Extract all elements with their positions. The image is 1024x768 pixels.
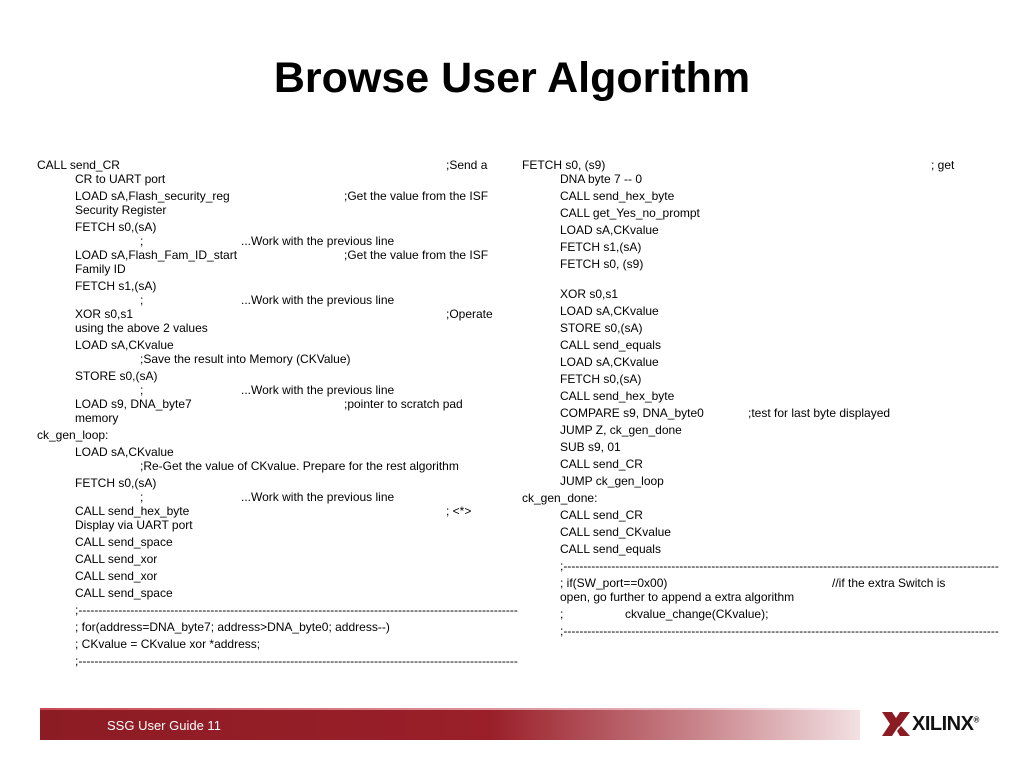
code-text: CALL send_hex_byte [560, 189, 675, 203]
code-text: FETCH s0,(sA) [560, 372, 642, 386]
code-line [37, 445, 497, 459]
code-text: ; if(SW_port==0x00) [560, 576, 668, 590]
code-line [37, 397, 497, 411]
code-text: ck_gen_done: [522, 491, 598, 505]
code-line [37, 338, 497, 352]
code-text: LOAD s9, DNA_byte7 [75, 397, 192, 411]
code-line [37, 603, 518, 617]
code-line [522, 189, 972, 203]
code-text: ; [560, 607, 564, 621]
code-text: FETCH s0, (s9) [560, 257, 644, 271]
code-text: CALL send_CKvalue [560, 525, 671, 539]
footer-label: SSG User Guide 11 [107, 718, 221, 733]
code-text: CALL send_CR [560, 508, 643, 522]
code-line [522, 257, 972, 271]
code-text: LOAD sA,Flash_Fam_ID_start [75, 248, 238, 262]
code-text: CALL send_xor [75, 569, 158, 583]
code-text: ; [140, 293, 144, 307]
code-text: CALL send_CR [560, 457, 643, 471]
code-line [37, 220, 497, 234]
code-line [37, 459, 497, 473]
code-line [522, 338, 972, 352]
code-comment: ...Work with the previous line [241, 383, 395, 397]
code-line [522, 172, 972, 186]
code-line [37, 172, 497, 186]
code-text: LOAD sA,CKvalue [560, 304, 659, 318]
code-line [522, 321, 972, 335]
code-line [522, 240, 972, 254]
code-comment: //if the extra Switch is [832, 576, 946, 590]
code-line [522, 406, 972, 420]
code-line [37, 262, 497, 276]
code-line [37, 279, 497, 293]
code-text: FETCH s0,(sA) [75, 220, 157, 234]
code-text: using the above 2 values [75, 321, 208, 335]
code-line [522, 624, 999, 638]
code-text: Display via UART port [75, 518, 193, 532]
code-text: CALL send_xor [75, 552, 158, 566]
code-text: FETCH s1,(sA) [75, 279, 157, 293]
code-line [37, 383, 497, 397]
code-comment: ; <*> [446, 504, 472, 518]
code-line [37, 189, 497, 203]
code-line [522, 355, 972, 369]
code-comment: ...Work with the previous line [241, 234, 395, 248]
code-line [522, 576, 972, 590]
code-line [522, 559, 999, 573]
code-line [37, 586, 497, 600]
code-line [522, 440, 972, 454]
code-text: ; [140, 383, 144, 397]
code-text: ck_gen_loop: [37, 428, 109, 442]
code-comment: ;pointer to scratch pad [344, 397, 463, 411]
code-text: ;-------------------------------------------------------------------------------------------------------------- [75, 654, 518, 668]
code-text: CALL get_Yes_no_prompt [560, 206, 700, 220]
code-text: ;Re-Get the value of CKvalue. Prepare for the rest algorithm [140, 459, 459, 473]
xilinx-logo-text: XILINX® [912, 713, 979, 735]
code-text: CALL send_equals [560, 542, 661, 556]
code-line [522, 457, 972, 471]
code-text: FETCH s0, (s9) [522, 158, 606, 172]
code-comment: ...Work with the previous line [241, 293, 395, 307]
code-line [37, 369, 497, 383]
code-line [522, 389, 972, 403]
code-text: LOAD sA,CKvalue [560, 355, 659, 369]
code-line [37, 352, 497, 366]
code-line [37, 234, 497, 248]
code-line [37, 490, 497, 504]
code-line [522, 158, 972, 172]
code-column-left [37, 158, 518, 668]
code-text: FETCH s0,(sA) [75, 476, 157, 490]
code-text: LOAD sA,CKvalue [75, 338, 174, 352]
code-comment: ;Get the value from the ISF [344, 189, 489, 203]
code-line [37, 569, 497, 583]
code-text: XOR s0,s1 [75, 307, 134, 321]
code-column-right [522, 158, 999, 638]
code-line [522, 304, 972, 318]
code-text: CR to UART port [75, 172, 166, 186]
code-line [522, 491, 972, 505]
code-line [522, 223, 972, 237]
code-line [37, 552, 497, 566]
code-text: CALL send_equals [560, 338, 661, 352]
code-line [37, 411, 497, 425]
code-text: LOAD sA,CKvalue [560, 223, 659, 237]
code-comment: ;Send a [446, 158, 488, 172]
code-line [522, 372, 972, 386]
code-line [37, 428, 497, 442]
code-comment: ;Operate [446, 307, 493, 321]
code-line [37, 518, 497, 532]
code-line [37, 321, 497, 335]
code-line [37, 620, 497, 634]
code-line [37, 535, 497, 549]
code-line [37, 637, 497, 651]
code-text: ;-------------------------------------------------------------------------------------------------------------- [75, 603, 518, 617]
code-text: SUB s9, 01 [560, 440, 621, 454]
code-text: ; [140, 490, 144, 504]
code-text: ;------------------------------------------------------------------------------------------------------------- [560, 559, 999, 573]
code-text: ; CKvalue = CKvalue xor *address; [75, 637, 261, 651]
code-text: Family ID [75, 262, 126, 276]
code-text: STORE s0,(sA) [560, 321, 643, 335]
code-line [37, 158, 497, 172]
code-text: JUMP ck_gen_loop [560, 474, 664, 488]
code-text: CALL send_hex_byte [560, 389, 675, 403]
code-line [522, 525, 972, 539]
code-text: open, go further to append a extra algorithm [560, 590, 795, 604]
code-line [37, 293, 497, 307]
code-text: CALL send_space [75, 535, 173, 549]
code-line [37, 504, 497, 518]
code-line [37, 307, 497, 321]
code-line [37, 654, 518, 668]
code-line [37, 476, 497, 490]
code-text: ;------------------------------------------------------------------------------------------------------------- [560, 624, 999, 638]
xilinx-x-mark-icon [882, 712, 910, 736]
code-text: ; [140, 234, 144, 248]
code-comment: ;test for last byte displayed [748, 406, 891, 420]
code-comment: ckvalue_change(CKvalue); [625, 607, 769, 621]
code-comment: ;Get the value from the ISF [344, 248, 489, 262]
code-comment: ; get [931, 158, 955, 172]
code-text: CALL send_space [75, 586, 173, 600]
code-text: ;Save the result into Memory (CKValue) [140, 352, 351, 366]
code-comment: ...Work with the previous line [241, 490, 395, 504]
code-text: LOAD sA,Flash_security_reg [75, 189, 230, 203]
code-line [522, 508, 972, 522]
code-text: XOR s0,s1 [560, 287, 619, 301]
code-text: ; for(address=DNA_byte7; address>DNA_byte0; address--) [75, 620, 390, 634]
code-line [522, 542, 972, 556]
code-line [522, 287, 972, 301]
code-line [37, 203, 497, 217]
code-text: CALL send_hex_byte [75, 504, 190, 518]
slide-title: Browse User Algorithm [273, 54, 751, 102]
code-line [522, 590, 972, 604]
code-text: STORE s0,(sA) [75, 369, 158, 383]
code-text: COMPARE s9, DNA_byte0 [560, 406, 704, 420]
code-text: Security Register [75, 203, 167, 217]
code-text: memory [75, 411, 119, 425]
code-line [522, 423, 972, 437]
code-text: JUMP Z, ck_gen_done [560, 423, 682, 437]
code-line [522, 206, 972, 220]
code-text: LOAD sA,CKvalue [75, 445, 174, 459]
code-line [522, 474, 972, 488]
code-line [37, 248, 497, 262]
code-text: CALL send_CR [37, 158, 120, 172]
code-line [522, 607, 972, 621]
code-text: FETCH s1,(sA) [560, 240, 642, 254]
code-text: DNA byte 7 -- 0 [560, 172, 643, 186]
